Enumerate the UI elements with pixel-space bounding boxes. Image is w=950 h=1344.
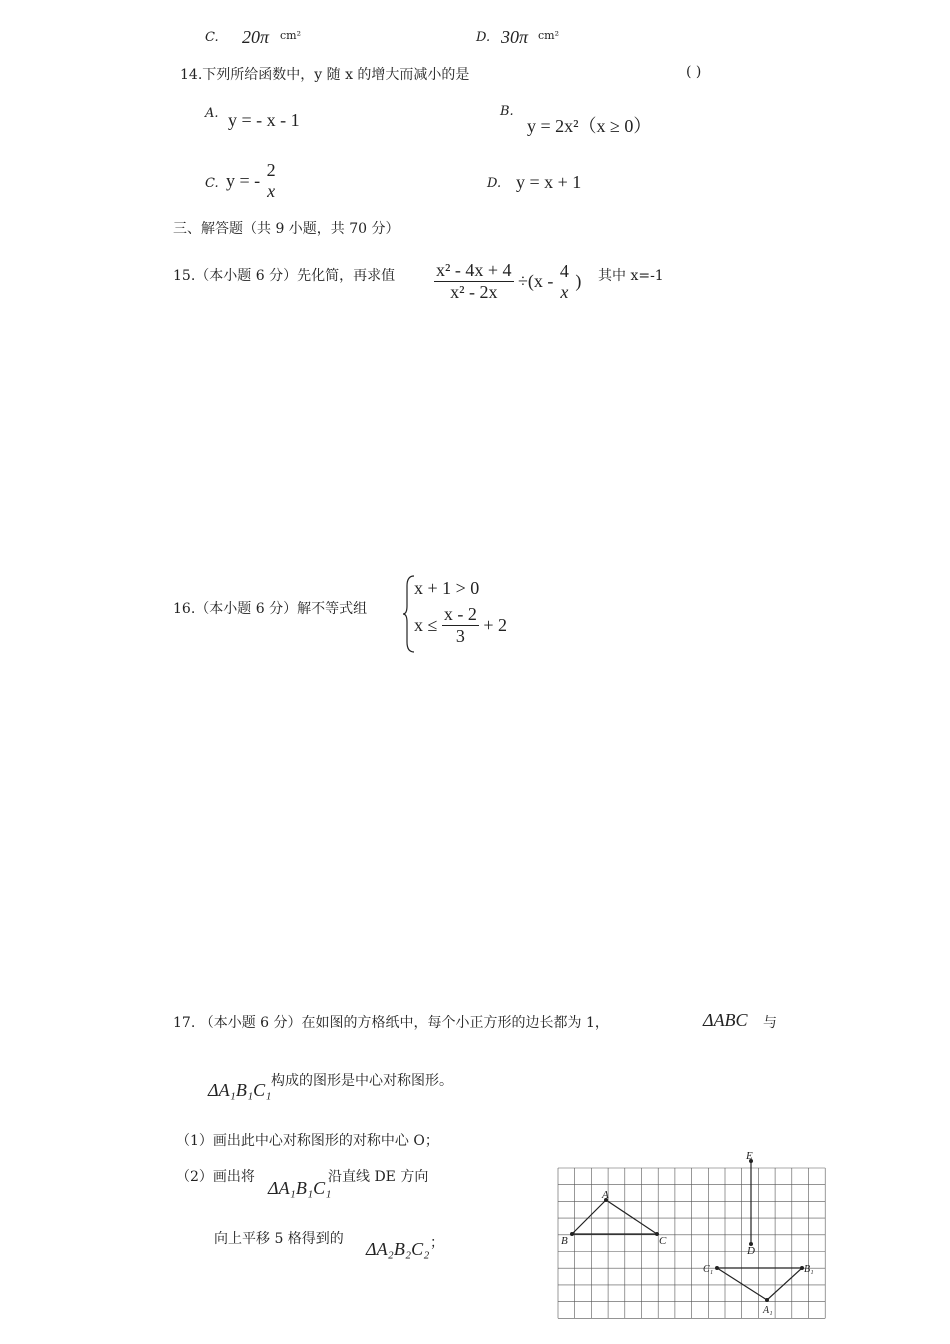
label-b: B [561, 1235, 568, 1247]
q14-option-c-fraction [265, 160, 278, 202]
label-b1: B₁ [804, 1264, 814, 1275]
q16-line-2-numerator: x - 2 [443, 604, 477, 624]
q17-stem-b: 与 [763, 1015, 777, 1031]
q15-fraction-2 [558, 261, 571, 303]
q15-expression [434, 260, 581, 303]
q15-tail: 其中 x=-1 [598, 268, 664, 284]
label-e: E [746, 1150, 753, 1162]
q14-option-a-label: A. [205, 106, 219, 121]
label-d: D [747, 1245, 755, 1257]
section-heading: 三、解答题（共 9 小题，共 70 分） [173, 221, 400, 237]
q14-option-d-expr: y = x + 1 [516, 172, 582, 192]
q17-stem-a: 17. （本小题 6 分）在如图的方格纸中，每个小正方形的边长都为 1， [173, 1015, 609, 1031]
q17-part-2-b: 沿直线 DE 方向 [328, 1169, 429, 1185]
q16-line-2-fraction [442, 604, 479, 647]
q17-part-2-triangle-2: ΔA₂B₂C₂ [366, 1239, 430, 1259]
q16-line-1: x + 1 > 0 [414, 578, 480, 598]
q15-fraction-1-numerator: x² - 4x + 4 [436, 260, 512, 280]
q14-option-c-denominator: x [267, 181, 276, 201]
q17-triangle-a1b1c1: ΔA₁B₁C₁ [208, 1080, 272, 1100]
q17-stem-c: 构成的图形是中心对称图形。 [271, 1073, 453, 1089]
q15-fraction-2-numerator: 4 [559, 260, 569, 281]
q17-triangle-abc: ΔABC [703, 1010, 748, 1030]
q15-stem: 15.（本小题 6 分）先化简，再求值 [173, 268, 396, 284]
q15-fraction-1 [434, 260, 514, 303]
q14-option-b-label: B. [500, 104, 514, 119]
triangle-abc [572, 1200, 657, 1234]
q16-line-2-tail: + 2 [483, 615, 508, 635]
q14-option-a-expr: y = - x - 1 [228, 110, 300, 130]
q13-option-d-label: D. [476, 30, 491, 45]
triangle-a1b1c1 [717, 1268, 802, 1300]
label-c: C [659, 1235, 667, 1247]
q14-option-c-lhs: y = - [226, 170, 261, 191]
q16-line-2-lhs: x ≤ [414, 615, 438, 635]
q13-option-d-unit: cm² [538, 29, 560, 42]
q15-fraction-1-denominator: x² - 2x [450, 282, 498, 302]
q16-stem: 16.（本小题 6 分）解不等式组 [173, 601, 368, 617]
q14-option-d-label: D. [487, 176, 502, 191]
grid-figure [540, 1150, 830, 1322]
q17-part-2-a: （2）画出将 [176, 1169, 255, 1185]
point-a1 [765, 1298, 769, 1302]
q13-option-c-value: 20π [242, 27, 270, 47]
q15-close-paren: ) [575, 271, 582, 291]
point-b [570, 1232, 574, 1236]
q14-option-c-numerator: 2 [266, 160, 276, 180]
grid-lines [558, 1168, 825, 1318]
q14-stem: 14.下列所给函数中，y 随 x 的增大而减小的是 [180, 67, 470, 83]
q13-option-d-value: 30π [501, 27, 529, 47]
label-c1: C₁ [703, 1264, 714, 1275]
q14-option-c-label: C. [205, 176, 219, 191]
q13-option-c-label: C. [205, 30, 219, 45]
q17-part-2-triangle: ΔA₁B₁C₁ [268, 1178, 332, 1198]
q15-fraction-2-denominator: x [560, 281, 569, 302]
q14-option-c-expr [226, 160, 278, 202]
q14-answer-paren: ( ) [686, 64, 702, 80]
q13-option-c-unit: cm² [280, 29, 302, 42]
q17-part-1: （1）画出此中心对称图形的对称中心 O； [176, 1133, 439, 1149]
point-c1 [715, 1266, 719, 1270]
q17-part-2-end: ； [430, 1235, 444, 1251]
label-a: A [602, 1189, 609, 1201]
q17-part-2-c: 向上平移 5 格得到的 [214, 1231, 344, 1247]
label-a1: A₁ [763, 1305, 773, 1316]
q14-option-b-expr: y = 2x²（x ≥ 0） [527, 116, 652, 136]
q16-line-2 [414, 604, 507, 647]
q15-division: ÷(x - [518, 271, 554, 291]
q16-line-2-denominator: 3 [455, 626, 465, 646]
